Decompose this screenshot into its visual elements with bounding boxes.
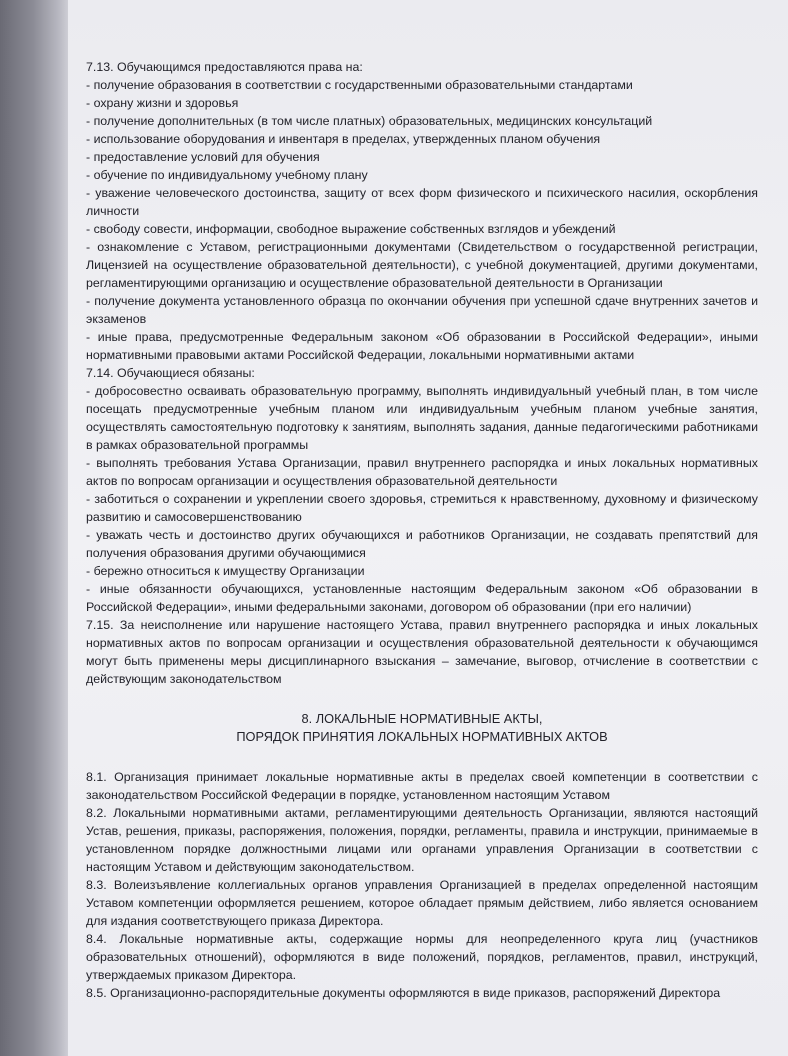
clause-8-3: 8.3. Волеизъявление коллегиальных органов управления Организацией в пределах определенной настоящим Уставом компетенции оформляется решением, которое обладает прямым действием, либо является основанием для издания соответствующего приказа Директора. [86, 878, 758, 928]
list-item: - охрану жизни и здоровья [86, 96, 239, 110]
list-item: - иные обязанности обучающихся, установленные настоящим Федеральным законом «Об образовании в Российской Федерации», иными федеральными законами, договором об образовании (при его наличии) [86, 582, 758, 614]
list-item: - заботиться о сохранении и укреплении своего здоровья, стремиться к нравственному, духовному и физическому развитию и самосовершенствованию [86, 492, 758, 524]
clause-8-2: 8.2. Локальными нормативными актами, регламентирующими деятельность Организации, являются настоящий Устав, решения, приказы, распоряжения, положения, порядки, регламенты, правила и инструкции, принимаемые в установленном порядке должностными лицами или органами управления Организации в соответствии с настоящим Уставом и действующим законодательством. [86, 806, 758, 874]
list-item: - свободу совести, информации, свободное выражение собственных взглядов и убеждений [86, 222, 616, 236]
list-item: - уважать честь и достоинство других обучающихся и работников Организации, не создавать препятствий для получения образования другими обучающимися [86, 528, 758, 560]
clause-8-5: 8.5. Организационно-распорядительные документы оформляются в виде приказов, распоряжений Директора [86, 986, 721, 1000]
clause-7-14: 7.14. Обучающиеся обязаны: [86, 366, 255, 380]
list-item: - уважение человеческого достоинства, защиту от всех форм физического и психического насилия, оскорбления личности [86, 186, 758, 218]
section-8-subtitle: ПОРЯДОК ПРИНЯТИЯ ЛОКАЛЬНЫХ НОРМАТИВНЫХ АКТОВ [236, 729, 608, 744]
clause-8-4: 8.4. Локальные нормативные акты, содержащие нормы для неопределенного круга лиц (участников образовательных отношений), оформляются в виде положений, порядков, регламентов, правил, инструкций, утверждаемых приказом Директора. [86, 932, 758, 982]
list-item: - добросовестно осваивать образовательную программу, выполнять индивидуальный учебный план, в том числе посещать предусмотренные учебным планом или индивидуальным учебным планом учебные занятия, осуществлять самостоятельную подготовку к занятиям, выполнять задания, данные педагогическими работниками в рамках образовательной программы [86, 384, 758, 452]
scan-binding-edge [0, 0, 74, 1056]
clause-7-13: 7.13. Обучающимся предоставляются права на: [86, 60, 363, 74]
list-item: - получение образования в соответствии с государственными образовательными стандартами [86, 78, 633, 92]
list-item: - выполнять требования Устава Организации, правил внутреннего распорядка и иных локальных нормативных актов по вопросам организации и осуществления образовательной деятельности [86, 456, 758, 488]
document-body [86, 58, 758, 1002]
clause-7-15: 7.15. За неисполнение или нарушение настоящего Устава, правил внутреннего распорядка и иных локальных нормативных актов по вопросам организации и осуществления образовательной деятельности к обучающимся могут быть применены меры дисциплинарного взыскания – замечание, выговор, отчисление в соответствии с действующим законодательством [86, 618, 758, 686]
list-item: - иные права, предусмотренные Федеральным законом «Об образовании в Российской Федерации», иными нормативными правовыми актами Российской Федерации, локальными нормативными актами [86, 330, 758, 362]
list-item: - получение дополнительных (в том числе платных) образовательных, медицинских консультаций [86, 114, 653, 128]
list-item: - бережно относиться к имуществу Организации [86, 564, 365, 578]
clause-8-1: 8.1. Организация принимает локальные нормативные акты в пределах своей компетенции в соответствии с законодательством Российской Федерации в порядке, установленном настоящим Уставом [86, 770, 758, 802]
section-8-title: 8. ЛОКАЛЬНЫЕ НОРМАТИВНЫЕ АКТЫ, [301, 711, 543, 726]
list-item: - обучение по индивидуальному учебному плану [86, 168, 368, 182]
list-item: - использование оборудования и инвентаря в пределах, утвержденных планом обучения [86, 132, 601, 146]
list-item: - ознакомление с Уставом, регистрационными документами (Свидетельством о государственной регистрации, Лицензией на осуществление образовательной деятельности), с учебной документацией, другими документами, регламентирующими организацию и осуществление образовательной деятельности в Организации [86, 240, 758, 290]
list-item: - предоставление условий для обучения [86, 150, 320, 164]
list-item: - получение документа установленного образца по окончании обучения при успешной сдаче внутренних зачетов и экзаменов [86, 294, 758, 326]
